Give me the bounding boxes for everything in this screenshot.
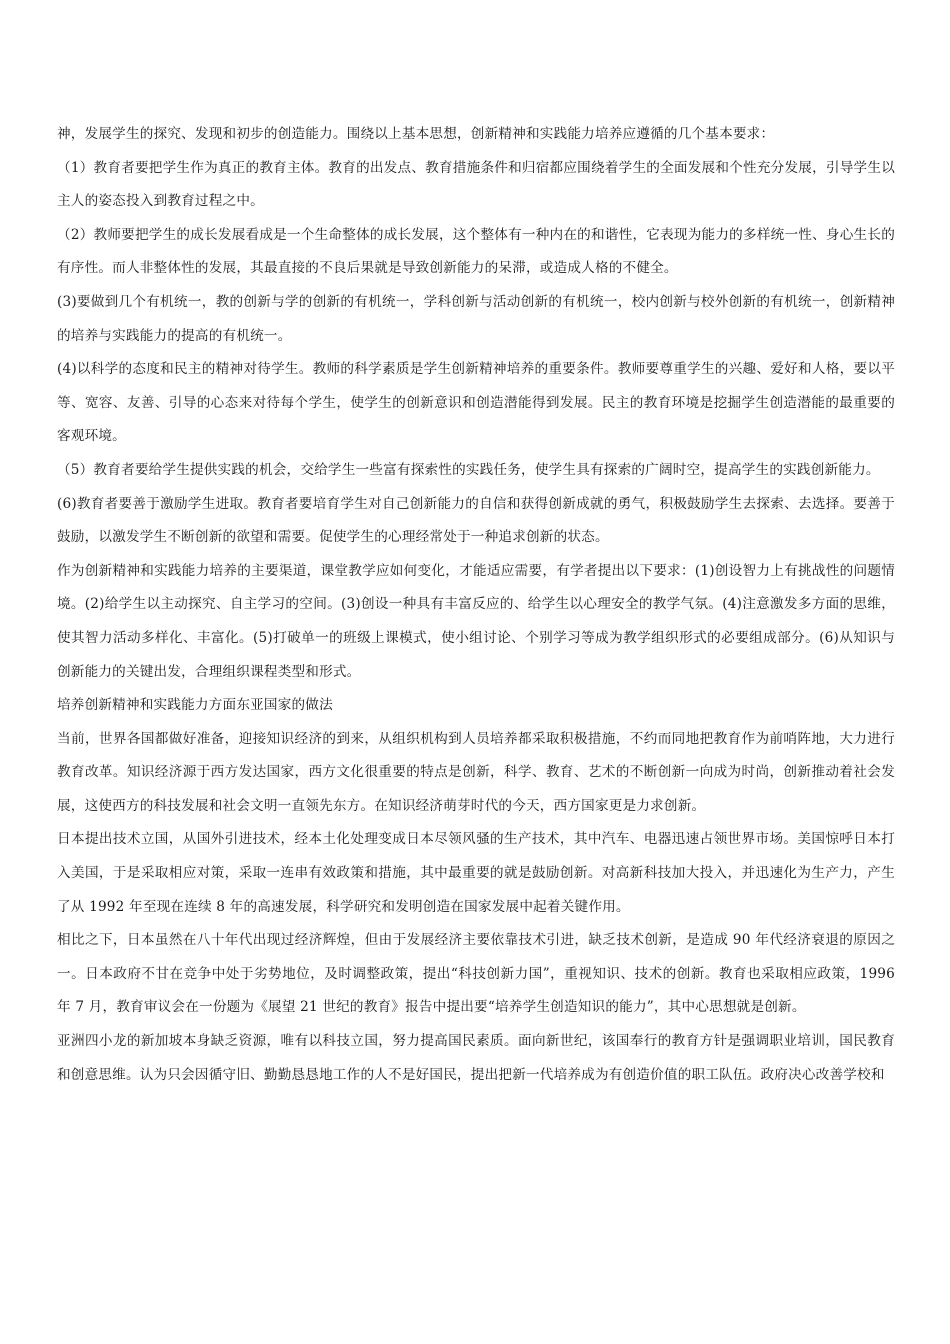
- paragraph-japan-policy: 相比之下，日本虽然在八十年代出现过经济辉煌，但由于发展经济主要依靠技术引进，缺乏技术创新，是造成 90 年代经济衰退的原因之一。日本政府不甘在竞争中处于劣势地位，及时调整政策，提出“科技创新力国”，重视知识、技术的创新。教育也采取相应政策，1996 年 7 月，教育审议会在一份题为《展望 21 世纪的教育》报告中提出要“培养学生创造知识的能力”，其中心思想就是创新。: [57, 932, 895, 1016]
- paragraph-knowledge-economy: 当前，世界各国都做好准备，迎接知识经济的到来，从组织机构到人员培养都采取积极措施，不约而同地把教育作为前哨阵地，大力进行教育改革。知识经济源于西方发达国家，西方文化很重要的特点是创新，科学、教育、艺术的不断创新一向成为时尚，创新推动着社会发展，这使西方的科技发展和社会文明一直领先东方。在知识经济萌芽时代的今天，西方国家更是力求创新。: [57, 730, 895, 814]
- document-body: [57, 118, 895, 1092]
- paragraph-requirement-3: (3)要做到几个有机统一，教的创新与学的创新的有机统一，学科创新与活动创新的有机统一，校内创新与校外创新的有机统一，创新精神的培养与实践能力的提高的有机统一。: [57, 293, 895, 344]
- paragraph-requirement-4: (4)以科学的态度和民主的精神对待学生。教师的科学素质是学生创新精神培养的重要条件。教师要尊重学生的兴趣、爱好和人格，要以平等、宽容、友善、引导的心态来对待每个学生，使学生的创新意识和创造潜能得到发展。民主的教育环境是挖掘学生创造潜能的最重要的客观环境。: [57, 361, 895, 445]
- paragraph-requirement-1: （1）教育者要把学生作为真正的教育主体。教育的出发点、教育措施条件和归宿都应围绕着学生的全面发展和个性充分发展，引导学生以主人的姿态投入到教育过程之中。: [57, 159, 895, 210]
- paragraph-singapore: 亚洲四小龙的新加坡本身缺乏资源，唯有以科技立国，努力提高国民素质。面向新世纪，该国奉行的教育方针是强调职业培训，国民教育和创意思维。认为只会因循守旧、勤勤恳恳地工作的人不是好国民，提出把新一代培养成为有创造价值的职工队伍。政府决心改善学校和: [57, 1033, 895, 1083]
- paragraph-requirement-6: (6)教育者要善于激励学生进取。教育者要培育学生对自己创新能力的自信和获得创新成就的勇气，积极鼓励学生去探索、去选择。要善于鼓励，以激发学生不断创新的欲望和需要。促使学生的心理经常处于一种追求创新的状态。: [57, 495, 895, 546]
- paragraph-japan-us: 日本提出技术立国，从国外引进技术，经本土化处理变成日本尽领风骚的生产技术，其中汽车、电器迅速占领世界市场。美国惊呼日本打入美国，于是采取相应对策，采取一连串有效政策和措施，其中最重要的就是鼓励创新。对高新科技加大投入，并迅速化为生产力，产生了从 1992 年至现在连续 8 年的高速发展，科学研究和发明创造在国家发展中起着关键作用。: [57, 831, 895, 915]
- paragraph-requirement-2: （2）教师要把学生的成长发展看成是一个生命整体的成长发展，这个整体有一种内在的和谐性，它表现为能力的多样统一性、身心生长的有序性。而人非整体性的发展，其最直接的不良后果就是导致创新能力的呆滞，或造成人格的不健全。: [57, 226, 895, 277]
- paragraph-requirement-5: （5）教育者要给学生提供实践的机会，交给学生一些富有探索性的实践任务，使学生具有探索的广阔时空，提高学生的实践创新能力。: [57, 461, 880, 478]
- section-heading: 培养创新精神和实践能力方面东亚国家的做法: [57, 697, 333, 714]
- paragraph-continuation: 神，发展学生的探究、发现和初步的创造能力。围绕以上基本思想，创新精神和实践能力培养应遵循的几个基本要求：: [57, 126, 775, 142]
- paragraph-classroom-teaching: 作为创新精神和实践能力培养的主要渠道，课堂教学应如何变化，才能适应需要，有学者提出以下要求：(1)创设智力上有挑战性的问题情境。(2)给学生以主动探究、自主学习的空间。(3)创设一种具有丰富反应的、给学生以心理安全的教学气氛。(4)注意激发多方面的思维，使其智力活动多样化、丰富化。(5)打破单一的班级上课模式，使小组讨论、个别学习等成为教学组织形式的必要组成部分。(6)从知识与创新能力的关键出发，合理组织课程类型和形式。: [57, 562, 895, 680]
